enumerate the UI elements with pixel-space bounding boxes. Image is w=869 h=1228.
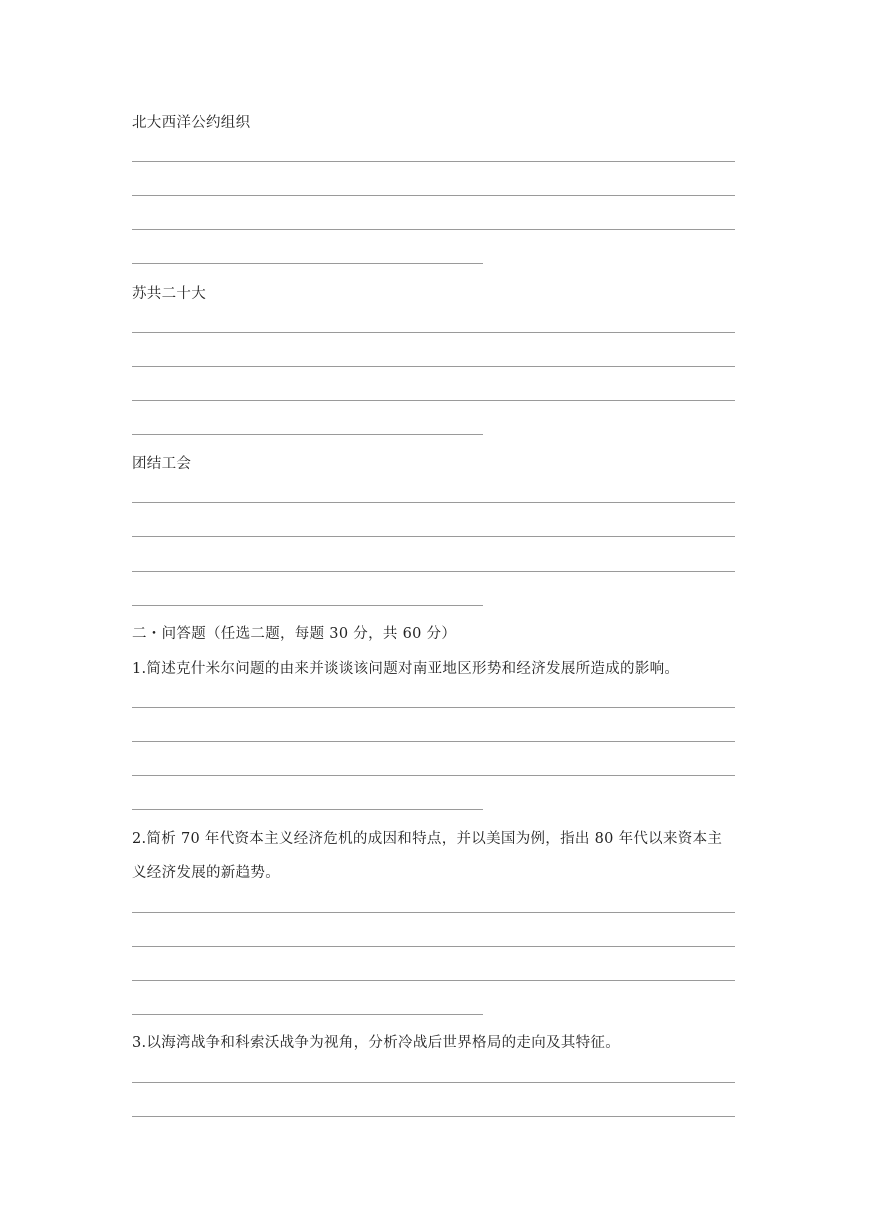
answer-line: [132, 400, 735, 401]
answer-line: [132, 502, 735, 503]
answer-line: [132, 946, 735, 947]
answer-line: [132, 195, 735, 196]
answer-line: [132, 707, 735, 708]
question-2-line-2: 义经济发展的新趋势。: [132, 865, 280, 881]
answer-line: [132, 775, 735, 776]
answer-line: [132, 809, 483, 810]
answer-line: [132, 571, 735, 572]
answer-line: [132, 229, 735, 230]
answer-line: [132, 605, 483, 606]
answer-line: [132, 1014, 483, 1015]
answer-line: [132, 263, 483, 264]
answer-line: [132, 366, 735, 367]
answer-line: [132, 536, 735, 537]
section-heading: 二・问答题（任选二题，每题 30 分，共 60 分）: [132, 626, 457, 642]
question-1: 1.简述克什米尔问题的由来并谈谈该问题对南亚地区形势和经济发展所造成的影响。: [132, 661, 680, 677]
answer-line: [132, 1082, 735, 1083]
question-3: 3.以海湾战争和科索沃战争为视角，分析冷战后世界格局的走向及其特征。: [132, 1035, 621, 1051]
answer-line: [132, 1116, 735, 1117]
term-label-solidarity: 团结工会: [132, 456, 192, 472]
question-2-line-1: 2.简析 70 年代资本主义经济危机的成因和特点，并以美国为例，指出 80 年代以来资本主: [132, 831, 723, 847]
answer-line: [132, 980, 735, 981]
term-label-cpsu-20th-congress: 苏共二十大: [132, 286, 206, 302]
answer-line: [132, 161, 735, 162]
answer-line: [132, 912, 735, 913]
term-label-nato: 北大西洋公约组织: [132, 115, 251, 131]
answer-line: [132, 741, 735, 742]
answer-line: [132, 332, 735, 333]
answer-line: [132, 434, 483, 435]
